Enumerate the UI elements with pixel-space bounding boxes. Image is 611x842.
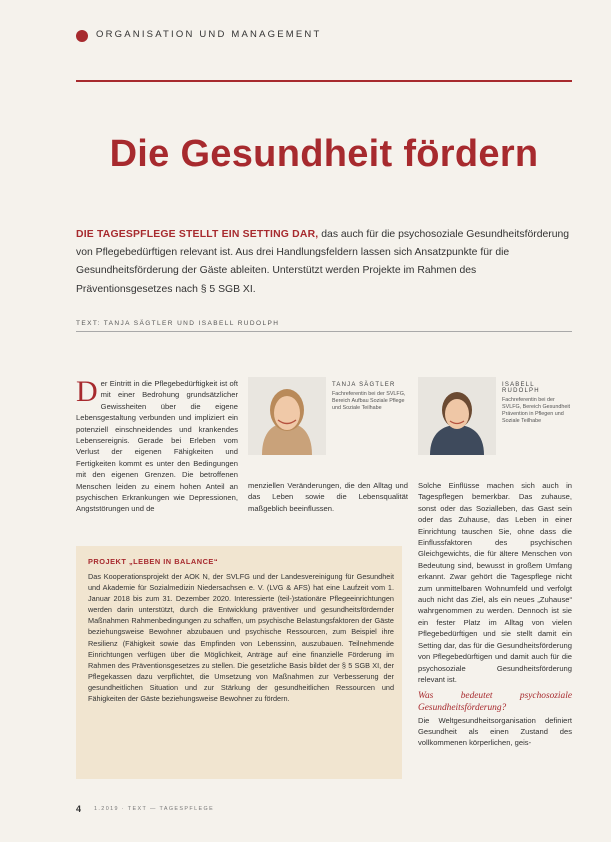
byline-divider [76, 331, 572, 332]
author-photo-2 [418, 377, 496, 455]
column-3-continuation: Die Weltgesundheitsorganisation definiert Gesundheit als einen Zustand des vollkommenen körperlichen, geis- [418, 715, 572, 748]
drop-cap: D [76, 375, 98, 408]
section-marker-icon [76, 30, 88, 42]
article-column-1 [76, 375, 238, 515]
author-photo-1 [248, 377, 326, 455]
column-3-text: Solche Einflüsse machen sich auch in Tagespflegen bemerkbar. Das zuhause, sonst oder das Sozialleben, das Gast sein oder das Zuhause, das Leben in einer Einrichtung tauschen Sie, ohne dass die Einflussfaktoren des psychischen Gleichgewichts, die für ältere Menschen von Bedeutung sind, bewusst in großem Umfang erkannt. Zwar gehört die Tagespflege nicht zum unmittelbaren Wohnumfeld und verfolgt auch nicht das Ziel, als ein neues „Zuhause“ wahrgenommen zu werden. Dennoch ist sie ein fester Platz im Alltag von vielen Pflegebedürftigen und sie stellt damit ein Setting dar, das für die Gesundheitsförderung von Pflegebedürftigen und damit auch für die psychosoziale Gesundheitsförderung relevant ist. [418, 481, 572, 684]
footer-text: 1.2019 · TEXT — TAGESPFLEGE [94, 806, 215, 812]
author-caption-1 [332, 382, 408, 412]
author-role: Fachreferentin bei der SVLFG, Bereich Aufbau Soziale Pflege und Soziale Teilhabe [332, 391, 406, 411]
byline: TEXT: TANJA SÄGTLER UND ISABELL RUDOLPH [76, 320, 280, 327]
portrait-icon [248, 377, 326, 455]
top-divider [76, 80, 572, 82]
article-column-3 [418, 480, 572, 749]
lead-kicker: DIE TAGESPFLEGE STELLT EIN SETTING DAR, [76, 229, 319, 240]
column-1-text: er Eintritt in die Pflegebedürftigkeit ist oft mit einer Bedrohung grundsätzlicher Gewissheiten über die eigene Lebensgestaltung verbunden und impliziert ein potenziell einschneidendes und krankendes Lebensereignis. Gerade bei Erleben vom Verlust der eigenen Fähigkeiten und Fertigkeiten kommt es unter den Bedingungen mit den eigenen Grenzen. Die betroffenen Menschen leiden zu einem hohen Anteil an psychischen Erkrankungen wie Depressionen, Angststörungen und de [76, 379, 238, 514]
lead-paragraph [76, 226, 572, 299]
project-box-text: Das Kooperationsprojekt der AOK N, der SVLFG und der Landesvereinigung für Gesundheit und Akademie für Sozialmedizin Niedersachsen e. V. (LVG & AFS) hat eine Laufzeit vom 1. Januar 2018 bis zum 31. Dezember 2020. Interessierte (teil-)stationäre Pflegeeinrichtungen werden darin unterstützt, durch die Entwicklung präventiver und gesundheitsfördernder Maßnahmen Rahmenbedingungen zu schaffen, um psychische Belastungsfaktoren der Gäste beziehungsweise Bewohner abzubauen und psychische Ressourcen, zum Beispiel ihre Resilienz (Fähigkeit sowie das Empfinden von Lebenssinn, auszubauen. Teilnehmende Einrichtungen verfügen über die Möglichkeit, Anträge auf eine finanzielle Förderung im Rahmen des Präventionsgesetzes zu stellen. Die gesetzliche Basis bildet der § 5 SGB XI, der Pflegekassen dazu verpflichtet, die Umsetzung von Maßnahmen zur Verbesserung der gesundheitlichen Situation und zur Stärkung der gesundheitlichen Ressourcen und Fähigkeiten der Gäste beziehungsweise Bewohner zu fördern. [88, 572, 394, 704]
article-column-2: menziellen Veränderungen, die den Alltag und das Leben sowie die Lebensqualität maßgeblich beeinflussen. [248, 481, 408, 513]
lead-text: das auch für die psychosoziale Gesundheitsförderung von Pflegebedürftigen relevant ist. Aus drei Handlungsfeldern lassen sich Ansatzpunkte für die Gesundheitsförderung der Gäste ableiten. Unterstützt werden Projekte im Rahmen des Präventionsgesetzes nach § 5 SGB XI. [76, 229, 570, 295]
author-name: ISABELL RUDOLPH [502, 382, 540, 394]
page-title: Die Gesundheit fördern [109, 133, 539, 175]
author-caption-2 [502, 382, 572, 425]
section-label: ORGANISATION UND MANAGEMENT [96, 29, 322, 40]
page-number: 4 [76, 804, 82, 814]
portrait-icon [418, 377, 496, 455]
subheading: Was bedeutet psychosoziale Gesundheitsförderung? [418, 691, 572, 713]
author-role: Fachreferentin bei der SVLFG, Bereich Gesundheit Prävention in Pflegen und Soziale Teilhabe [502, 397, 571, 424]
author-name: TANJA SÄGTLER [332, 382, 396, 388]
project-box-title: PROJEKT „LEBEN IN BALANCE“ [88, 557, 219, 566]
